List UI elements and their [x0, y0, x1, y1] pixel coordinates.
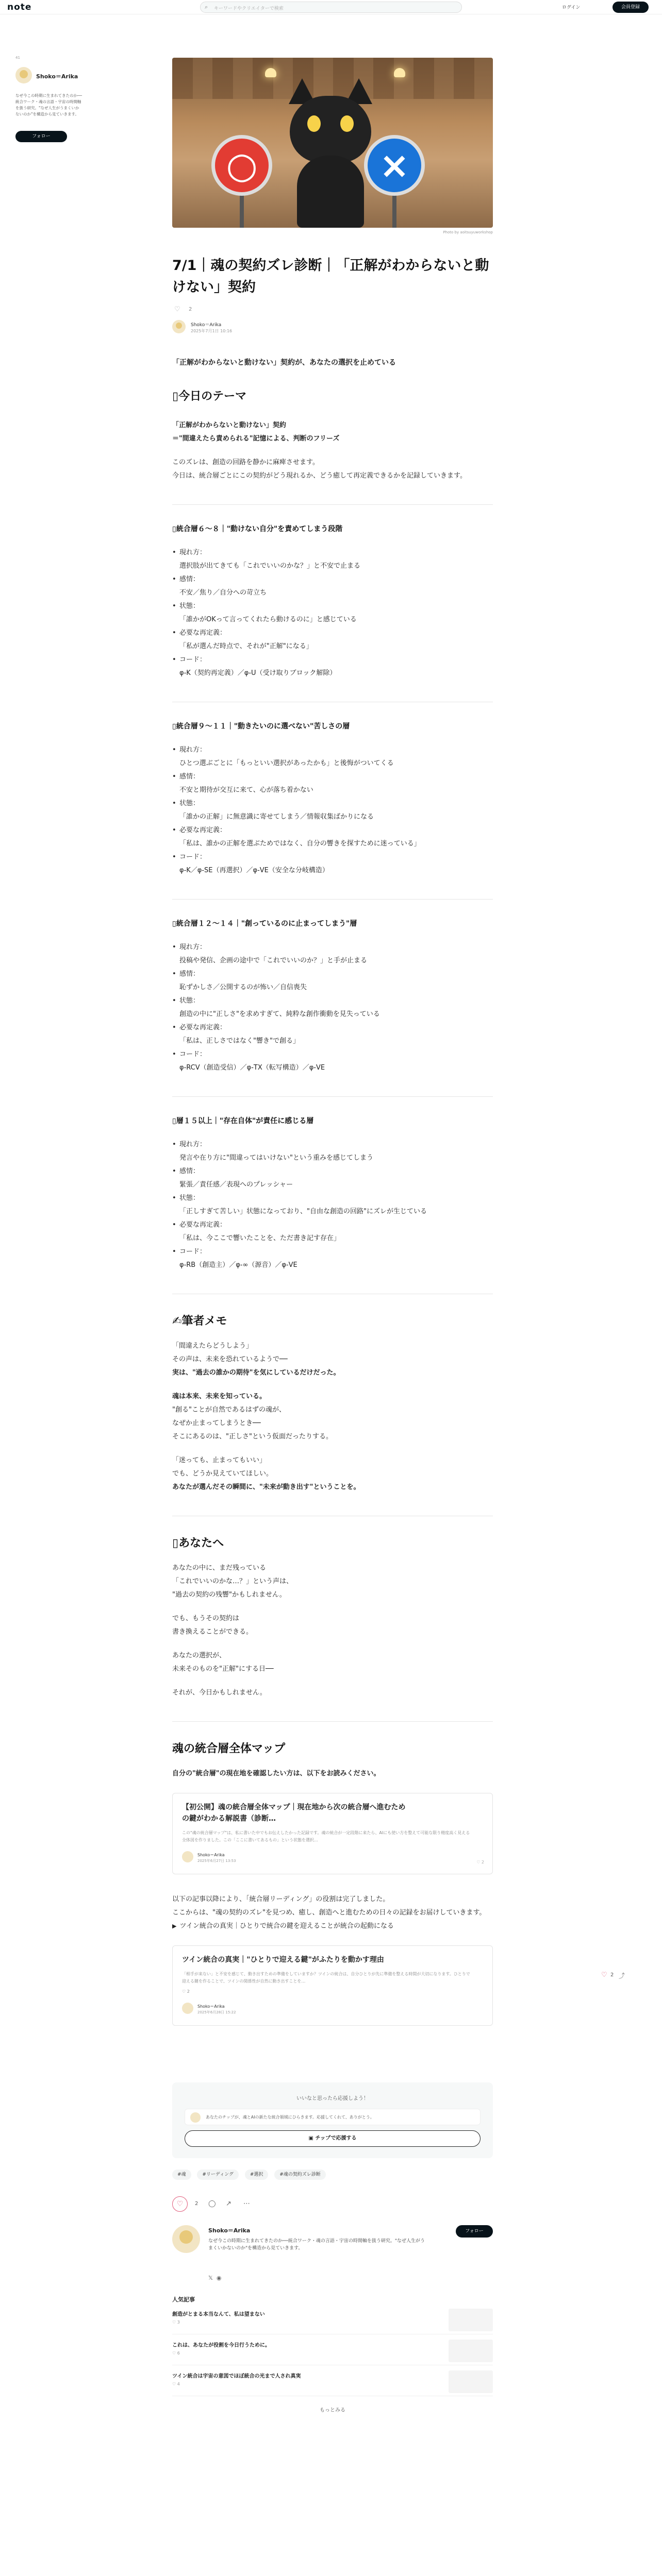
- more-icon[interactable]: ⋯: [243, 2200, 250, 2208]
- list-item-value: 発言や在り方に"間違ってはいけない"という重みを感じてしまう: [179, 1154, 373, 1162]
- tag-list: [172, 2170, 493, 2181]
- cat-figure: [282, 78, 379, 228]
- profile-name[interactable]: Shoko＝Arika: [208, 2227, 251, 2234]
- card-title[interactable]: ツイン統合の真実｜"ひとりで迎える鍵"がふたりを動かす理由: [182, 1956, 384, 1964]
- tip-message: [185, 2109, 481, 2125]
- paragraph: あなたが選んだその瞬間に、"未来が動き出す"ということを。: [172, 1483, 360, 1491]
- article-title: 7/1｜魂の契約ズレ診断｜「正解がわからないと動けない」契約: [172, 258, 489, 295]
- avatar[interactable]: [15, 67, 32, 83]
- float-like-count: 2: [610, 1972, 614, 1978]
- avatar[interactable]: [172, 2225, 200, 2253]
- share-icon[interactable]: ↗: [226, 2200, 231, 2208]
- paragraph: でも、どうか見えていてほしい。: [172, 1470, 273, 1478]
- list-item-value: 「私が選んだ時点で、それが"正解"になる」: [179, 642, 313, 650]
- list-item: • 状態：: [172, 797, 493, 810]
- list-item-value: 不安と期待が交互に来て、心が落ち着かない: [179, 786, 313, 794]
- list-item: • 現れ方：: [172, 546, 493, 560]
- list-item[interactable]: [172, 2338, 493, 2365]
- sidebar-follow-button[interactable]: フォロー: [15, 131, 67, 142]
- layer-list: [172, 1138, 493, 1272]
- paragraph: 以下の記事以降により、「統合層リーディング」の役割は完了しました。: [172, 1895, 390, 1903]
- avatar: [182, 1851, 193, 1862]
- card-likes: ♡ 2: [182, 1989, 190, 1994]
- sign-stick: [392, 194, 396, 228]
- card-excerpt: この"魂の統合層マップ"は、私に書いた中でもお伝えしたかった記録です。魂の統合が一定段階に来たら、AIにも使い方を整えて可能な限り精度高く見える全体図を作りました。この「ここに書いてあるもの」という状態を選択…: [182, 1831, 470, 1842]
- paragraph: ここからは、"魂の契約のズレ"を見つめ、癒し、創造へと進むための日々の記録をお届けしていきます。: [172, 1909, 486, 1917]
- embed-card-map[interactable]: [172, 1793, 493, 1874]
- paragraph: 書き換えることができる。: [172, 1628, 253, 1636]
- search-icon: ⌕: [205, 4, 208, 10]
- list-item: • コード：: [172, 1245, 493, 1259]
- cat-body: [297, 156, 364, 228]
- list-item: • 状態：: [172, 994, 493, 1008]
- list-item[interactable]: [172, 2369, 493, 2396]
- list-item-value: 緊張／責任感／表現へのプレッシャー: [179, 1181, 293, 1189]
- recommended-title: 人気記事: [172, 2296, 195, 2303]
- cat-eye: [340, 115, 354, 132]
- list-item: • 必要な再定義：: [172, 824, 493, 837]
- tag[interactable]: #リーディング: [197, 2170, 239, 2180]
- layer-heading: ▯統合層６〜８｜"動けない自分"を責めてしまう段階: [172, 525, 343, 533]
- sidebar-author-name[interactable]: Shoko＝Arika: [36, 73, 78, 80]
- paragraph: あなたの中に、まだ残っている: [172, 1564, 267, 1572]
- sidebar-year: 41: [15, 56, 20, 60]
- lead-text: 「正解がわからないと動けない」契約が、あなたの選択を止めている: [172, 359, 396, 367]
- list-item-value: 恥ずかしさ／公開するのが怖い／自信喪失: [179, 984, 307, 991]
- like-count: 2: [195, 2201, 198, 2207]
- memo-block: [172, 1454, 493, 1494]
- layer-heading: ▯統合層９〜１１｜"動きたいのに選べない"苦しさの層: [172, 722, 350, 731]
- you-block: [172, 1612, 493, 1639]
- heading-memo: ✍筆者メモ: [172, 1315, 227, 1328]
- like-button[interactable]: ♡: [172, 2196, 188, 2212]
- list-item-value: 「私は、今ここで響いたことを、ただ書き記す存在」: [179, 1234, 341, 1242]
- toggle-link[interactable]: ▶ ツイン統合の真実｜ひとりで統合の鍵を迎えることが統合の起動になる: [172, 1920, 493, 1933]
- card-likes: ♡ 2: [476, 1860, 484, 1865]
- list-item-value: 「正しすぎて苦しい」状態になっており、"自由な創造の回路"にズレが生じている: [179, 1208, 427, 1215]
- rss-icon[interactable]: ◉: [216, 2275, 222, 2281]
- paragraph: 今日は、統合層ごとにこの契約がどう現れるか、どう癒して再定義できるかを記録していきます。: [172, 472, 467, 480]
- tip-box: [172, 2082, 493, 2158]
- social-links: [208, 2275, 221, 2281]
- divider: [172, 504, 493, 505]
- avatar[interactable]: [172, 320, 186, 333]
- paragraph: 「間違えたらどうしよう」: [172, 1342, 253, 1350]
- list-item[interactable]: [172, 2308, 493, 2334]
- layer-sections: [172, 504, 493, 1272]
- gift-icon: ▣: [308, 2136, 316, 2141]
- divider: [172, 1721, 493, 1722]
- comment-icon[interactable]: ◯: [208, 2200, 216, 2208]
- card-date: 2025年6月28日 15:22: [197, 2010, 236, 2014]
- theme-quote: 「正解がわからないと動けない」契約: [172, 421, 287, 429]
- sidebar-bio: なぜ今この時期に生まれてきたのか──統合ワーク・魂の言語・宇宙の時間軸を扱う研究。"なぜ人生がうまくいかないのか"を構造から見ていきます。: [15, 93, 82, 116]
- paragraph: 「迷っても、止まってもいい」: [172, 1456, 267, 1464]
- author-name[interactable]: Shoko＝Arika: [191, 323, 222, 328]
- item-thumbnail[interactable]: [449, 2370, 493, 2393]
- photo-credit[interactable]: Photo by aoitsuyuworkshop: [443, 230, 493, 234]
- hero-image: [172, 58, 493, 228]
- item-thumbnail[interactable]: [449, 2340, 493, 2362]
- paragraph: "創る"ことが自然であるはずの魂が、: [172, 1406, 286, 1414]
- sidebar: [15, 56, 82, 142]
- tip-text: あなたのチップが、魂とAIの新たな統合領域にひらきます。応援してくれて、ありがとう。: [206, 2115, 374, 2120]
- search-box[interactable]: [200, 2, 462, 13]
- more-link[interactable]: もっとみる: [320, 2408, 345, 2413]
- recommended-articles: [172, 2295, 493, 2413]
- list-item-value: 選択肢が出てきても「これでいいのかな？」と不安で止まる: [179, 562, 361, 570]
- list-item: • 状態：: [172, 1192, 493, 1205]
- sidebar-author[interactable]: [15, 67, 82, 86]
- heart-icon[interactable]: ♡: [174, 306, 180, 313]
- you-block: [172, 1649, 493, 1676]
- item-likes: ♡ 3: [172, 2320, 180, 2325]
- action-bar: [172, 2196, 493, 2213]
- list-item-value: φ-K（契約再定義）／φ-U（受け取りブロック解除）: [179, 669, 337, 677]
- map-lead: 自分の"統合層"の現在地を確認したい方は、以下をお読みください。: [172, 1770, 380, 1777]
- list-item-value: φ-RCV（創造受信）／φ-TX（転写構造）／φ-VE: [179, 1064, 325, 1072]
- article-author[interactable]: [172, 319, 493, 337]
- card-date: 2025年6月27日 13:53: [197, 1859, 236, 1863]
- list-item: • 現れ方：: [172, 1138, 493, 1151]
- layer-list: [172, 546, 493, 680]
- cross-sign-icon: ×: [364, 135, 425, 196]
- list-item-value: 「誰かの正解」に無意識に寄せてしまう／情報収集ばかりになる: [179, 813, 374, 821]
- like-count: 2: [189, 307, 192, 312]
- list-item: • 感情：: [172, 968, 493, 981]
- list-item: • 必要な再定義：: [172, 1021, 493, 1035]
- profile-bio: なぜ今この時期に生まれてきたのか──統合ワーク・魂の言語・宇宙の時間軸を扱う研究。"なぜ人生がうまくいかないのか"を構造から見ていきます。: [208, 2239, 425, 2251]
- paragraph: 実は、"過去の誰かの期待"を気にしているだけだった。: [172, 1369, 340, 1377]
- article-body: [172, 356, 493, 2026]
- item-title[interactable]: 創造がとまる本当なんて、私は望まない: [172, 2312, 265, 2317]
- like-summary[interactable]: [172, 306, 493, 314]
- profile-follow-button[interactable]: フォロー: [456, 2225, 493, 2238]
- heading-you: ▯あなたへ: [172, 1537, 224, 1550]
- sign-stick: [240, 194, 244, 228]
- cat-head: [290, 96, 371, 163]
- you-block: [172, 1562, 493, 1602]
- paragraph: "過去の契約の残響"かもしれません。: [172, 1591, 286, 1599]
- paragraph: このズレは、創造の回路を静かに麻痺させます。: [172, 459, 319, 466]
- list-item-value: 「私は、正しさではなく"響き"で創る」: [179, 1037, 300, 1045]
- circle-sign-icon: ○: [211, 135, 272, 196]
- search-placeholder: キーワードやクリエイターで検索: [214, 6, 284, 11]
- theme-quote: ＝"間違えたら責められる"記憶による、判断のフリーズ: [172, 435, 340, 443]
- list-item: • 必要な再定義：: [172, 1218, 493, 1232]
- paragraph: なぜか止まってしまうとき──: [172, 1419, 261, 1427]
- list-item: • 感情：: [172, 770, 493, 784]
- paragraph: それが、今日かもしれません。: [172, 1689, 267, 1697]
- item-title[interactable]: これは、あなたが役割を今日行うために。: [172, 2343, 270, 2348]
- register-button[interactable]: 会員登録: [613, 2, 649, 13]
- paragraph: あなたの選択が、: [172, 1652, 226, 1659]
- card-author-name: Shoko＝Arika: [197, 1853, 225, 1857]
- divider: [172, 1096, 493, 1097]
- author-profile: [172, 2225, 493, 2287]
- card-author: [182, 1851, 483, 1866]
- site-header: [0, 0, 662, 14]
- x-icon[interactable]: 𝕏: [208, 2275, 213, 2281]
- memo-block: [172, 1340, 493, 1380]
- item-thumbnail[interactable]: [449, 2309, 493, 2331]
- embed-card-twin[interactable]: [172, 1945, 493, 2026]
- list-item-value: 創造の中に"正しさ"を求めすぎて、純粋な創作衝動を見失っている: [179, 1010, 380, 1018]
- article: [172, 58, 493, 2413]
- item-likes: ♡ 4: [172, 2382, 180, 2386]
- paragraph: 未来そのものを"正解"にする日──: [172, 1665, 274, 1673]
- lamp-decoration: [265, 68, 276, 77]
- paragraph: 魂は本来、未来を知っている。: [172, 1393, 267, 1400]
- list-item: • 感情：: [172, 1165, 493, 1178]
- card-excerpt: 「相手が来ない」と不安を感じて、動き出すための準備をしていますか？ツインの統合は、自分ひとりが先に準備を整える時間が大切になります。ひとりで迎える鍵を作ることで、ツインの関係性が自然に動き出すことを…: [182, 1972, 470, 1984]
- layer-list: [172, 941, 493, 1075]
- list-item: • 必要な再定義：: [172, 626, 493, 640]
- share-icon[interactable]: ⤴: [619, 1972, 625, 1979]
- tag[interactable]: #魂: [172, 2170, 191, 2180]
- avatar: [182, 2003, 193, 2014]
- paragraph: でも、もうその契約は: [172, 1615, 240, 1622]
- list-item: • コード：: [172, 851, 493, 864]
- list-item-value: 「誰かがOKって言ってくれたら動けるのに」と感じている: [179, 616, 357, 623]
- tag[interactable]: #選択: [245, 2170, 269, 2180]
- item-title[interactable]: ツイン統合は宇宙の意図でほぼ統合の光まで人され真実: [172, 2374, 301, 2379]
- paragraph: そこにあるのは、"正しさ"という仮面だったりする。: [172, 1433, 333, 1440]
- layer-heading: ▯層１５以上｜"存在自体"が責任に感じる層: [172, 1117, 314, 1125]
- tag[interactable]: #魂の契約ズレ診断: [274, 2170, 326, 2180]
- paragraph: その声は、未来を恐れているようで──: [172, 1355, 288, 1363]
- list-item: • コード：: [172, 653, 493, 667]
- floating-actions: [601, 1971, 633, 1981]
- paragraph: 「これでいいのかな…？」という声は、: [172, 1578, 293, 1585]
- list-item-value: φ-RB（創造主）／φ-∞（源音）／φ-VE: [179, 1261, 297, 1269]
- list-item-value: ひとつ選ぶごとに「もっといい選択があったかも」と後悔がついてくる: [179, 759, 394, 767]
- card-title[interactable]: 【初公開】魂の統合層全体マップ｜現在地から次の統合層へ進むための鍵がわかる解説書（診断…: [182, 1803, 406, 1823]
- list-item: • 感情：: [172, 573, 493, 586]
- list-item-value: 投稿や発信、企画の途中で「これでいいのか？」と手が止まる: [179, 957, 368, 964]
- list-item-value: 不安／焦り／自分への苛立ち: [179, 589, 267, 597]
- cat-eye: [307, 115, 321, 132]
- card-author-name: Shoko＝Arika: [197, 2004, 225, 2009]
- item-likes: ♡ 6: [172, 2351, 180, 2355]
- tip-button[interactable]: ▣ チップで応援する: [185, 2130, 481, 2147]
- list-item: • コード：: [172, 1048, 493, 1061]
- heading-map: 魂の統合層全体マップ: [172, 1742, 286, 1755]
- list-item-value: φ-K／φ-SE（再選択）／φ-VE（安全な分岐構造）: [179, 867, 329, 874]
- avatar: [190, 2112, 201, 2123]
- card-author: [182, 2003, 483, 2017]
- memo-block: [172, 1390, 493, 1444]
- heading-today: ▯今日のテーマ: [172, 390, 247, 403]
- list-item: • 現れ方：: [172, 743, 493, 757]
- tip-question: いいなと思ったら応援しよう！: [296, 2096, 369, 2102]
- divider: [172, 899, 493, 900]
- triangle-right-icon: ▶: [172, 1923, 177, 1929]
- layer-heading: ▯統合層１２〜１４｜"創っているのに止まってしまう"層: [172, 920, 357, 928]
- layer-list: [172, 743, 493, 877]
- heart-icon[interactable]: ♡: [601, 1971, 607, 1979]
- publish-date: 2025年7月1日 10:16: [191, 329, 233, 333]
- lamp-decoration: [394, 68, 405, 77]
- note-logo[interactable]: note: [7, 2, 32, 12]
- login-link[interactable]: ログイン: [562, 5, 581, 10]
- list-item: • 現れ方：: [172, 941, 493, 954]
- list-item: • 状態：: [172, 600, 493, 613]
- list-item-value: 「私は、誰かの正解を選ぶためではなく、自分の響きを探すために迷っている」: [179, 840, 421, 848]
